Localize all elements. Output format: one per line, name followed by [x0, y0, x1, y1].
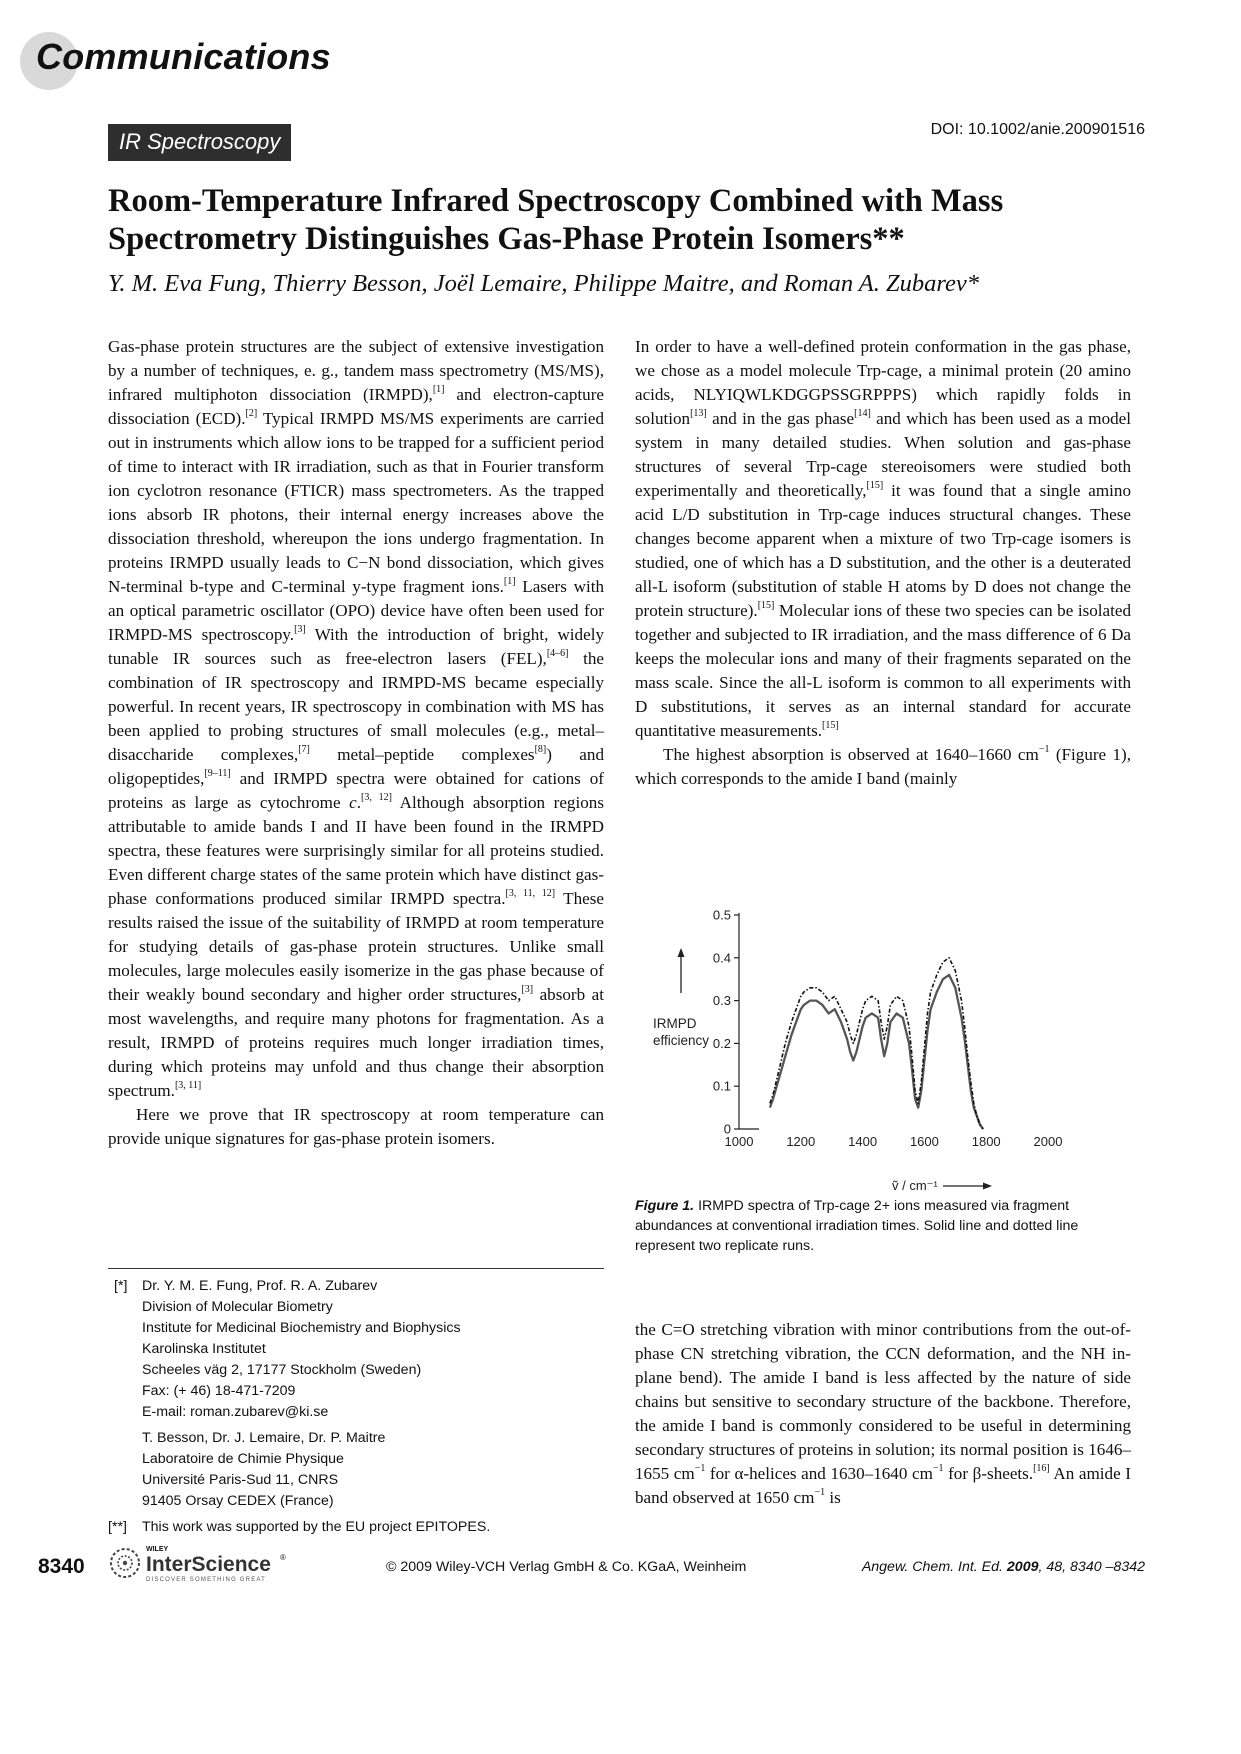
paragraph-intro — [108, 335, 604, 1103]
publisher-logo[interactable] — [108, 1546, 286, 1585]
x-tick-label: 1400 — [848, 1134, 878, 1149]
text-run: and which has been used as a model system in many detailed studies. When solution and gas-phase structures of several Trp-cage stereoisomers were studied both experimentally and theoretically, — [635, 409, 1131, 500]
affiliation-line: Scheeles väg 2, 17177 Stockholm (Sweden) — [142, 1362, 422, 1378]
journal-volume-pages: , 48, 8340 –8342 — [1038, 1559, 1145, 1575]
journal-reference — [862, 1559, 1145, 1575]
interscience-globe-icon — [108, 1546, 142, 1580]
subject-tag: IR Spectroscopy — [108, 124, 291, 161]
superscript: −1 — [814, 1487, 826, 1499]
affiliation-line: T. Besson, Dr. J. Lemaire, Dr. P. Maitre — [142, 1430, 386, 1446]
x-tick-label: 1600 — [909, 1134, 939, 1149]
figure-caption — [635, 1196, 1135, 1256]
footnote-marker: [**] — [108, 1519, 127, 1535]
reference-link[interactable]: [3, 12] — [361, 792, 393, 804]
text-run: and IRMPD spectra were obtained for cations of proteins as large as cytochrome — [108, 769, 604, 812]
text-run: for α-helices and 1630–1640 cm — [705, 1464, 933, 1483]
affiliation-line: Université Paris-Sud 11, CNRS — [142, 1472, 339, 1488]
series-dotted-line — [770, 958, 983, 1129]
figure-label: Figure 1. — [635, 1198, 695, 1214]
text-run: Although absorption regions attributable to amide bands I and II have been found in the IRMPD spectra, these features were surprisingly similar for all proteins studied. Even different charge states of the same protein which have distinct gas-phase conformations produced similar IRMPD spectra. — [108, 793, 604, 908]
reference-link[interactable]: [1] — [432, 384, 445, 396]
reference-link[interactable]: [16] — [1033, 1463, 1050, 1475]
x-tick-label: 1000 — [724, 1134, 754, 1149]
reference-link[interactable]: [15] — [866, 480, 884, 492]
text-run: Lasers with an optical parametric oscillator (OPO) device have often been used for IRMPD-MS spectroscopy. — [108, 577, 604, 644]
article-title — [108, 182, 1108, 258]
y-tick-label: 0 — [723, 1121, 731, 1137]
reference-link[interactable]: [13] — [690, 408, 707, 420]
text-run: An amide I band observed at 1650 cm — [635, 1464, 1131, 1507]
text-run: metal–peptide complexes — [309, 745, 535, 764]
paragraph-claim: Here we prove that IR spectroscopy at room temperature can provide unique signatures for gas-phase protein isomers. — [108, 1105, 604, 1148]
text-run: The highest absorption is observed at 1640–1660 cm — [663, 745, 1039, 764]
paragraph-model — [635, 335, 1131, 743]
text-run: the combination of IR spectroscopy and IRMPD-MS became especially powerful. In recent years, IR spectroscopy in combination with MS has been applied to probing structures of small molecules (e.g., metal–disaccharide complexes, — [108, 649, 604, 764]
text-run: Molecular ions of these two species can be isolated together and subjected to IR irradiation, and the mass difference of 6 Da keeps the molecular ions and many of their fragments separated on the mass scale. Since the all-L isoform is common to all experiments with D substitutions, it serves as an internal standard for accurate quantitative measurements. — [635, 601, 1131, 740]
logo-registered: ® — [280, 1553, 286, 1562]
y-axis — [713, 908, 739, 1137]
text-run: With the introduction of bright, widely tunable IR sources such as free-electron lasers (FEL), — [108, 625, 604, 668]
superscript: −1 — [932, 1463, 944, 1475]
affiliation-line: Fax: (+ 46) 18-471-7209 — [142, 1383, 296, 1399]
footnotes — [108, 1276, 628, 1538]
affiliation-line: Karolinska Institutet — [142, 1341, 266, 1357]
figure-1-chart — [640, 893, 1120, 1205]
text-run: for β-sheets. — [943, 1464, 1034, 1483]
text-run: . — [356, 793, 362, 812]
superscript: −1 — [1038, 744, 1050, 756]
affiliation-line: Division of Molecular Biometry — [142, 1299, 333, 1315]
journal-name: Angew. Chem. Int. Ed. — [861, 1559, 1007, 1575]
article-authors: Y. M. Eva Fung, Thierry Besson, Joël Lemaire, Philippe Maitre, and Roman A. Zubarev* — [108, 270, 980, 297]
text-run: In order to have a well-defined protein conformation in the gas phase, we chose as a model molecule Trp-cage, a minimal protein (20 amino acids, NLYIQWLKDGGPSSGRPPPS) which rapidly folds in solution — [635, 337, 1131, 428]
x-axis-arrow-head — [983, 1183, 992, 1190]
affiliation-line: Dr. Y. M. E. Fung, Prof. R. A. Zubarev — [142, 1278, 378, 1294]
text-run: (Figure 1), which corresponds to the amide I band (mainly — [635, 745, 1132, 788]
page-number: 8340 — [38, 1555, 85, 1578]
text-run: is — [825, 1488, 841, 1507]
logo-tagline: DISCOVER SOMETHING GREAT — [146, 1577, 267, 1583]
body-column-right-top — [635, 335, 1131, 791]
doi-link[interactable]: DOI: 10.1002/anie.200901516 — [930, 121, 1145, 138]
y-tick-label: 0.4 — [712, 950, 731, 966]
reference-link[interactable]: [2] — [245, 408, 258, 420]
y-axis-arrow-head — [678, 948, 685, 957]
reference-link[interactable]: [3, 11, 12] — [505, 888, 556, 900]
reference-link[interactable]: [7] — [298, 744, 310, 756]
y-axis-label-line-1: IRMPD — [653, 1016, 697, 1031]
reference-link[interactable]: [3] — [294, 624, 306, 636]
reference-link[interactable]: [14] — [854, 408, 871, 420]
x-axis-label: ṽ / cm⁻¹ — [892, 1178, 938, 1193]
text-run: the C=O stretching vibration with minor contributions from the out-of-phase CN stretching vibration, the CCN deformation, and the NH in-plane bend). The amide I band is less affected by the nature of side chains but sensitive to secondary structure of the backbone. Therefore, the amide I band is commonly considered to be useful in determining secondary structures of proteins in solution; its normal position is 1646–1655 cm — [635, 1320, 1131, 1483]
affiliation-block-1 — [108, 1276, 628, 1512]
y-tick-label: 0.5 — [712, 907, 731, 923]
footnote-marker: [*] — [114, 1278, 128, 1294]
footnote-rule — [108, 1268, 604, 1269]
reference-link[interactable]: [3] — [521, 984, 534, 996]
logo-interscience: InterScience — [146, 1553, 271, 1576]
y-tick-label: 0.2 — [712, 1035, 731, 1051]
footnote-affiliations — [108, 1276, 628, 1512]
reference-link[interactable]: [4–6] — [546, 648, 569, 660]
text-run: Gas-phase protein structures are the subject of extensive investigation by a number of techniques, e. g., tandem mass spectrometry (MS/MS), infrared multiphoton dissociation (IRMPD), — [108, 337, 604, 404]
title-line-1: Room-Temperature Infrared Spectroscopy Combined with Mass — [108, 183, 1004, 219]
chart-series — [770, 958, 983, 1129]
copyright: © 2009 Wiley-VCH Verlag GmbH & Co. KGaA, Weinheim — [386, 1559, 747, 1575]
title-line-2: Spectrometry Distinguishes Gas-Phase Protein Isomers** — [108, 221, 905, 257]
y-tick-label: 0.1 — [712, 1078, 731, 1094]
email-link[interactable]: E-mail: roman.zubarev@ki.se — [142, 1404, 329, 1420]
y-tick-label: 0.3 — [712, 993, 731, 1009]
body-column-right-bottom — [635, 1318, 1131, 1510]
text-run: and in the gas phase — [706, 409, 855, 428]
series-solid-line — [770, 975, 983, 1129]
x-tick-label: 2000 — [1033, 1134, 1063, 1149]
x-axis — [725, 1129, 1063, 1149]
reference-link[interactable]: [3, 11] — [174, 1080, 202, 1092]
body-column-left — [108, 335, 604, 1151]
text-run: ) and oligopeptides, — [108, 745, 604, 788]
x-tick-label: 1800 — [971, 1134, 1001, 1149]
y-axis-label-line-2: efficiency — [653, 1033, 710, 1048]
journal-year: 2009 — [1006, 1559, 1039, 1575]
logo-wiley: WILEY — [146, 1546, 169, 1553]
reference-link[interactable]: [9–11] — [204, 768, 231, 780]
text-run-italic: c — [349, 793, 357, 812]
x-tick-label: 1200 — [786, 1134, 816, 1149]
reference-link[interactable]: [8] — [534, 744, 547, 756]
figure-caption-text: IRMPD spectra of Trp-cage 2+ ions measured via fragment abundances at conventional irradiation times. Solid line and dotted line represent two replicate runs. — [635, 1198, 1079, 1254]
text-run: and electron-capture dissociation (ECD). — [108, 385, 604, 428]
affiliation-line: Institute for Medicinal Biochemistry and Biophysics — [142, 1320, 461, 1336]
reference-link[interactable]: [15] — [757, 600, 775, 612]
reference-link[interactable]: [1] — [503, 576, 516, 588]
section-title: Communications — [36, 36, 331, 77]
text-run: absorb at most wavelengths, and require many photons for fragmentation. As a result, IRMPD of proteins requires much longer irradiation times, during which proteins may unfold and thus change their absorption spectrum. — [108, 985, 604, 1100]
affiliation-line: 91405 Orsay CEDEX (France) — [142, 1493, 334, 1509]
reference-link[interactable]: [15] — [822, 720, 839, 732]
text-run: Typical IRMPD MS/MS experiments are carried out in instruments which allow ions to be trapped for a sufficient period of time to interact with IR irradiation, such as that in Fourier transform ion cyclotron resonance (FTICR) mass spectrometers. As the trapped ions absorb IR photons, their internal energy increases above the dissociation threshold, whereupon the ions undergo fragmentation. In proteins IRMPD usually leads to C−N bond dissociation, which gives N-terminal b-type and C-terminal y-type fragment ions. — [108, 409, 604, 596]
footnote-acknowledgment — [108, 1517, 628, 1538]
superscript: −1 — [694, 1463, 706, 1475]
text-run: it was found that a single amino acid L/D substitution in Trp-cage induces structural changes. These changes become apparent when a mixture of two Trp-cage isomers is studied, one of which has a D substitution, and the other is a deuterated all-L isoform (substitution of stable H atoms by D does not change the protein structure). — [635, 481, 1131, 620]
paragraph-absorption — [635, 743, 1131, 791]
paragraph-amide — [635, 1318, 1131, 1510]
acknowledgment-text: This work was supported by the EU project EPITOPES. — [142, 1519, 491, 1535]
affiliation-line: Laboratoire de Chimie Physique — [142, 1451, 344, 1467]
text-run: These results raised the issue of the suitability of IRMPD at room temperature for studying details of gas-phase protein structures. Unlike small molecules, large molecules easily isomerize in the gas phase because of their weakly bound secondary and higher order structures, — [108, 889, 604, 1004]
